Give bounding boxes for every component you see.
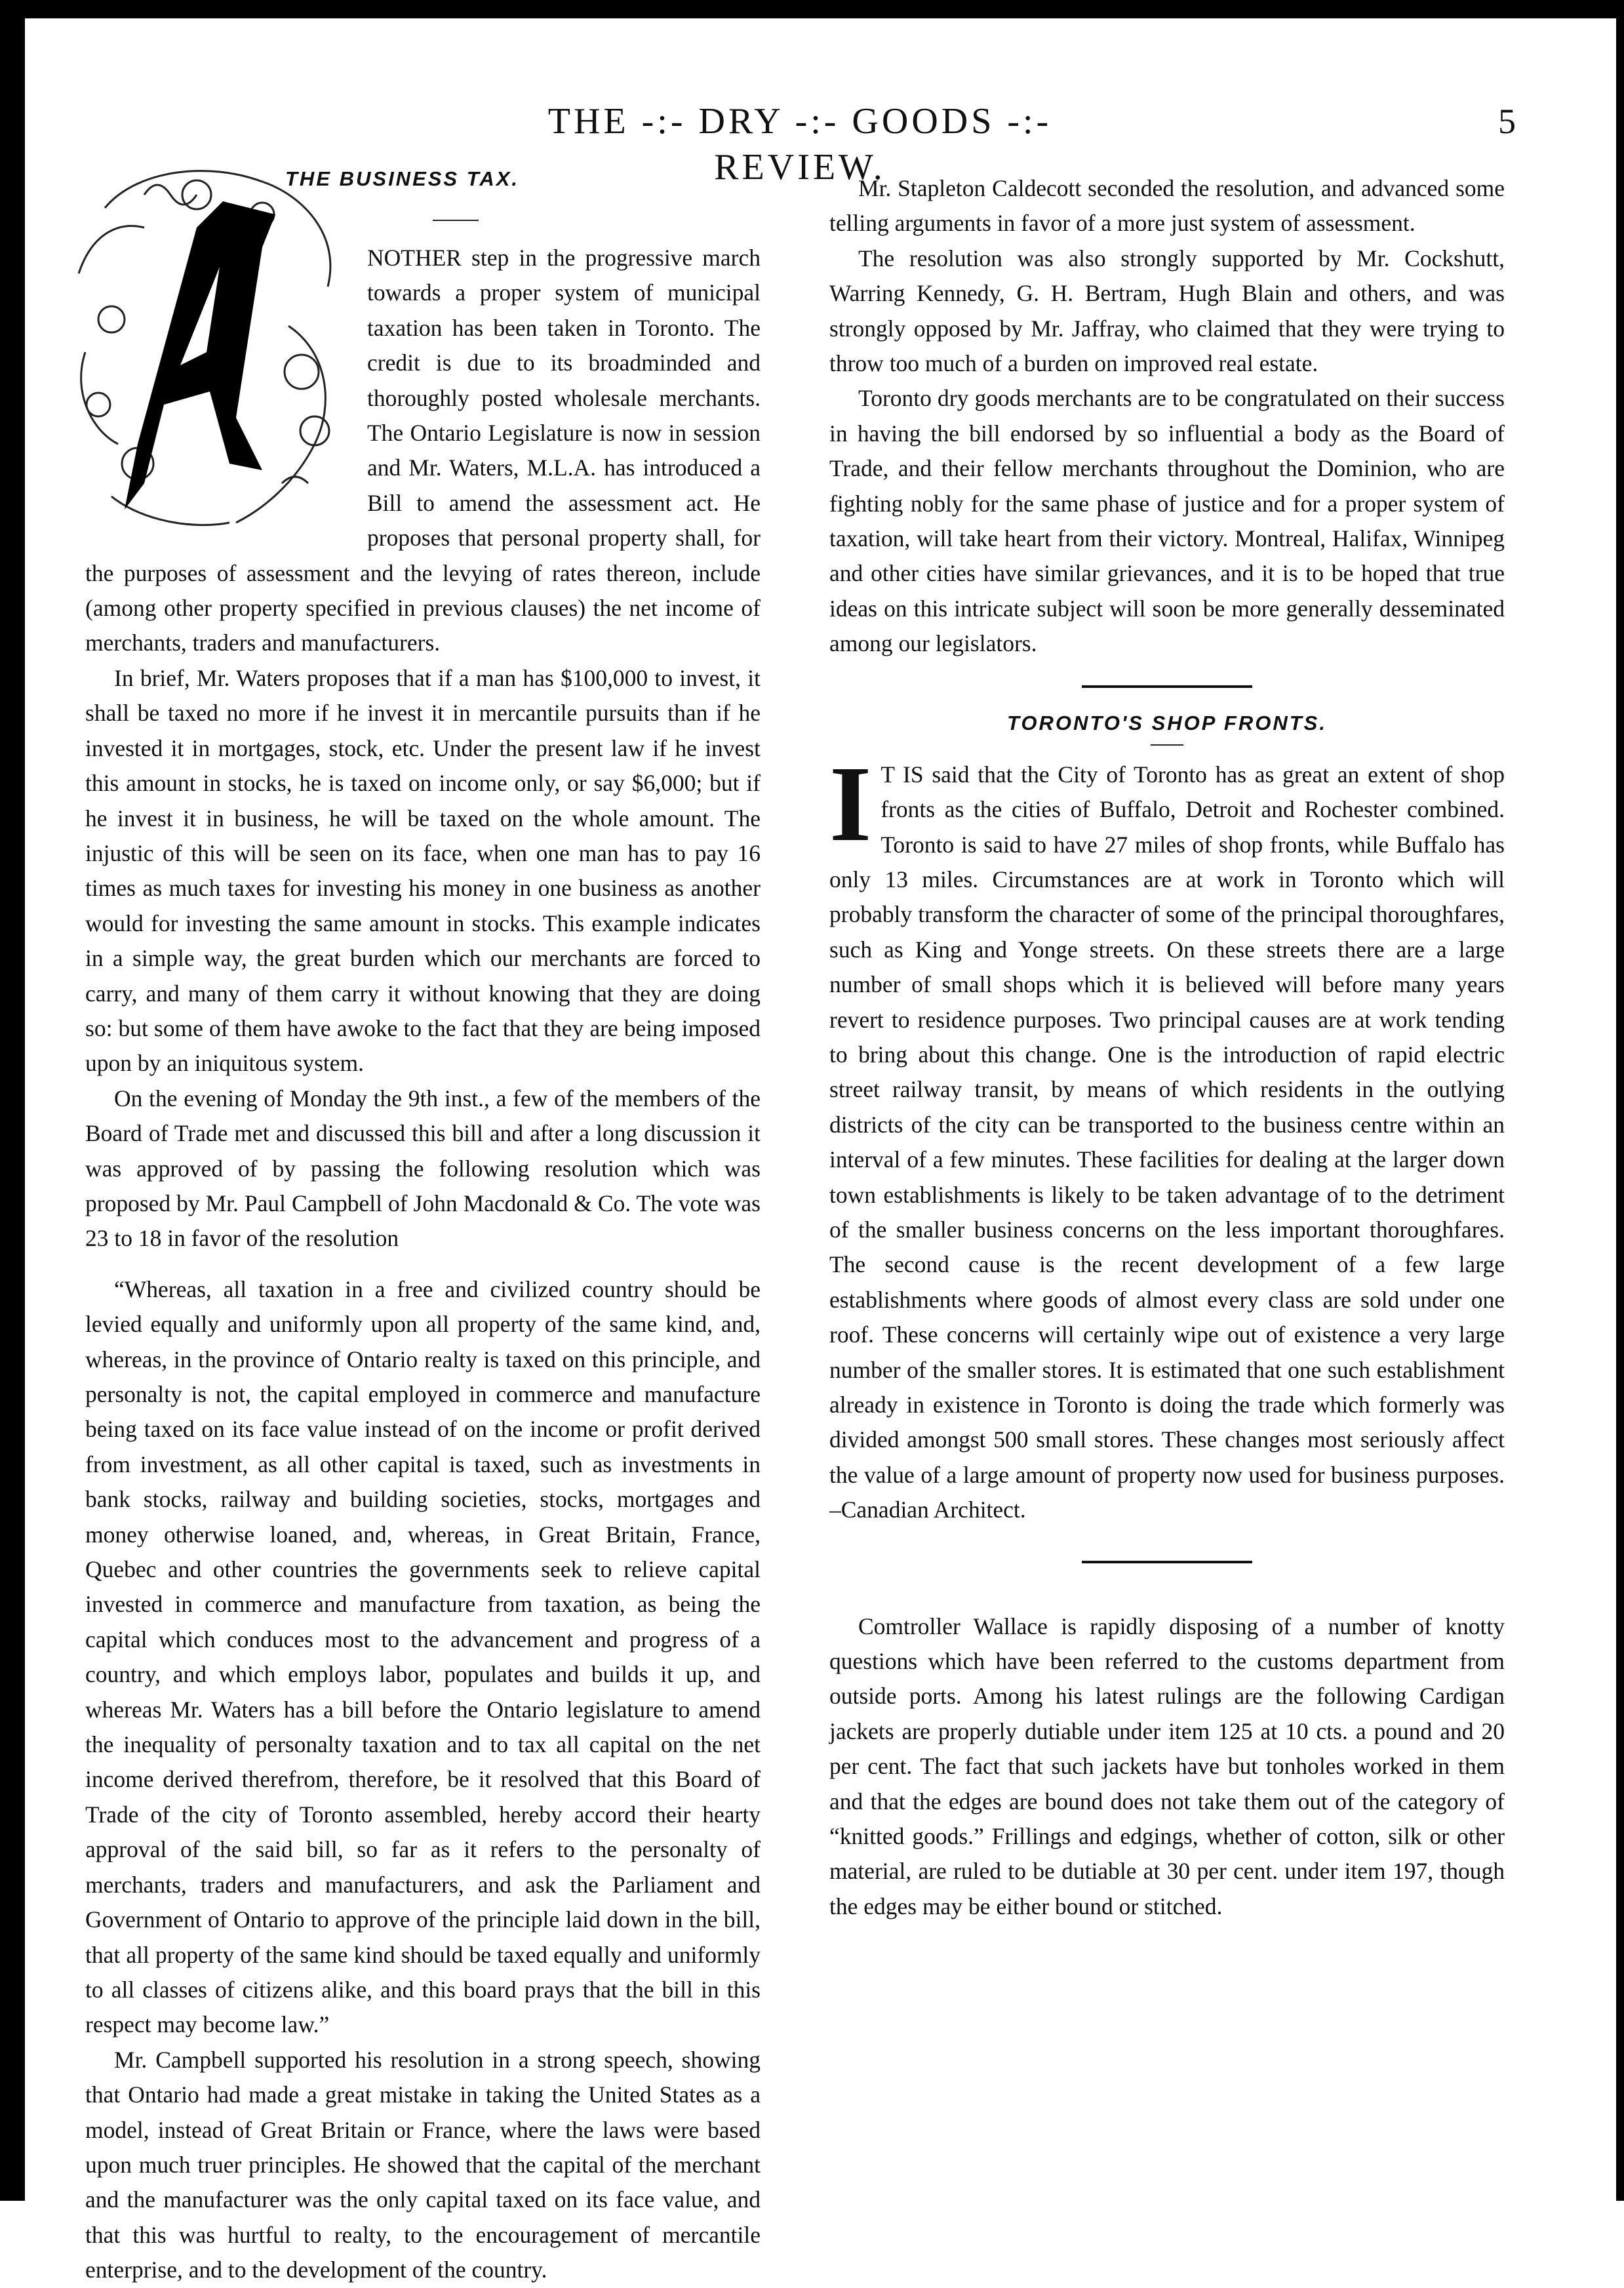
left-column xyxy=(85,167,761,2288)
paragraph: In brief, Mr. Waters proposes that if a man has $100,000 to invest, it shall be taxed no more if he invest it in mercantile pursuits than if he invested it in mortgages, stock, etc. Under the present law if he invest this amount in stocks, he is taxed on income only, or say $6,000; but if he invest it in business, he will be taxed on the whole amount. The injustic of this will be seen on its face, when one man has to pay 16 times as much taxes for investing his money in one business as another would for investing the same amount in stocks. This example indicates in a simple way, the great burden which our merchants are forced to carry, and many of them carry it without knowing that they are doing so: but some of them have awoke to the fact that they are being imposed upon by an iniquitous system. xyxy=(85,664,761,1077)
ornamental-initial-a-icon xyxy=(66,155,354,542)
paragraph: NOTHER step in the progressive march towards a proper system of municipal taxation has been taken in Toronto. The credit is due to its broadminded and thoroughly posted wholesale merchants. The Ontario Legislature is now in session and Mr. Waters, M.L.A. has introduced a Bill to amend the assessment act. He proposes that personal property shall, for the purposes of assessment and the levying of rates thereon, include (among other property specified in previous clauses) the net income of merchants, traders and manufacturers. xyxy=(85,245,761,656)
drop-cap: I xyxy=(829,743,872,864)
paragraph: Toronto dry goods merchants are to be congratulated on their success in having the bill endorsed by so influential a body as the Board of Trade, and their fellow merchants throughout the Dominion, who are fighting nobly for the same phase of justice and for a proper system of taxation, will take heart from their victory. Montreal, Halifax, Winnipeg and other cities have similar grievances, and it is to be hoped that true ideas on this intricate subject will soon be more generally desseminated among our legislators. xyxy=(829,385,1505,657)
paragraph: T IS said that the City of Toronto has as great an extent of shop fronts as the cities of Buffalo, Detroit and Rochester combined. Toronto is said to have 27 miles of shop fronts, while Buffalo has only 13 miles. Circumstances are at work in Toronto which will probably transform the character of some of the principal thoroughfares, such as King and Yonge streets. On these streets there are a large number of small shops which it is believed will before many years revert to residence purposes. Two principal causes are at work tending to bring about this change. One is the introduction of rapid electric street railway transit, by means of which residents in the outlying districts of the city can be transported to the business centre within an interval of a few minutes. These facilities for dealing at the larger down town establishments is likely to be taken advantage of to the detriment of the smaller business concerns on the less important thoroughfares. The second cause is the recent development of a few large establishments where goods of almost every class are sold under one roof. These concerns will certainly wipe out of existence a very large number of the smaller stores. It is estimated that one such establishment already in existence in Toronto is doing the trade which formerly was divided amongst 500 small stores. These changes most seriously affect the value of a large amount of property now used for business purposes. –Canadian Architect. xyxy=(829,761,1505,1523)
title-dash xyxy=(433,220,479,221)
paragraph: Mr. Stapleton Caldecott seconded the resolution, and advanced some telling arguments in favor of a more just system of assessment. xyxy=(829,175,1505,237)
scan-left-edge xyxy=(0,0,25,2201)
scan-top-edge xyxy=(0,0,1624,18)
paragraph: Mr. Campbell supported his resolution in a strong speech, showing that Ontario had made a great mistake in taking the United States as a model, instead of Great Britain or France, where the laws were based upon much truer principles. He showed that the capital of the merchant and the manufacturer was the only capital taxed on its face value, and that this was hurtful to realty, to the encouragement of mercantile enterprise, and to the development of the country. xyxy=(85,2046,761,2283)
section-rule xyxy=(1082,1561,1252,1563)
section-rule xyxy=(1082,685,1252,688)
article-title-business-tax: THE BUSINESS TAX. xyxy=(285,167,520,190)
scan-right-edge xyxy=(1616,0,1624,2201)
paragraph-gap xyxy=(85,1256,761,1272)
paragraph: The resolution was also strongly supported by Mr. Cockshutt, Warring Kennedy, G. H. Bertram, Hugh Blain and others, and was strongly opposed by Mr. Jaffray, who claimed that they were trying to throw too much of a burden on improved real estate. xyxy=(829,245,1505,377)
title-dash xyxy=(1151,744,1183,746)
paragraph: Comtroller Wallace is rapidly disposing of a number of knotty questions which have been referred to the customs department from outside ports. Among his latest rulings are the following Cardigan jackets are properly dutiable under item 125 at 10 cts. a pound and 20 per cent. The fact that such jackets have but tonholes worked in them and that the edges are bound does not take them out of the category of “knitted goods.” Frillings and edgings, whether of cotton, silk or other material, are ruled to be dutiable at 30 per cent. under item 197, though the edges may be either bound or stitched. xyxy=(829,1613,1505,1919)
right-column xyxy=(829,167,1505,1924)
article-title-shop-fronts: TORONTO'S SHOP FRONTS. xyxy=(1007,711,1327,734)
resolution-paragraph: “Whereas, all taxation in a free and civilized country should be levied equally and uniformly upon all property of the same kind, and, whereas, in the province of Ontario realty is taxed on this principle, and personalty is not, the capital employed in commerce and manufacture being taxed on its face value instead of on the income or profit derived from investment, as all other capital is taxed, such as investments in bank stocks, railway and building societies, stocks, mortgages and money otherwise loaned, and, whereas, in Great Britain, France, Quebec and other countries the governments seek to relieve capital invested in commerce and manufacture from taxation, as being the capital which conduces most to the advancement and progress of a country, and which employs labor, populates and builds it up, and whereas Mr. Waters has a bill before the Ontario legislature to amend the inequality of personalty taxation and to tax all capital on the net income derived therefrom, therefore, be it resolved that this Board of Trade of the city of Toronto assembled, hereby accord their hearty approval of the said bill, so far as it refers to the personalty of merchants, traders and manufacturers, and ask the Parliament and Government of Ontario to approve of the principle laid down in the bill, that all property of the same kind should be taxed equally and uniformly to all classes of citizens alike, and this board prays that the bill in this respect may become law.” xyxy=(85,1275,761,2038)
page-number: 5 xyxy=(1498,102,1516,141)
running-title: THE -:- DRY -:- GOODS -:- REVIEW. xyxy=(547,101,1052,188)
paragraph: On the evening of Monday the 9th inst., a few of the members of the Board of Trade met and discussed this bill and after a long discussion it was approved of by passing the following resolution which was proposed by Mr. Paul Campbell of John Macdonald & Co. The vote was 23 to 18 in favor of the resolution xyxy=(85,1085,761,1252)
